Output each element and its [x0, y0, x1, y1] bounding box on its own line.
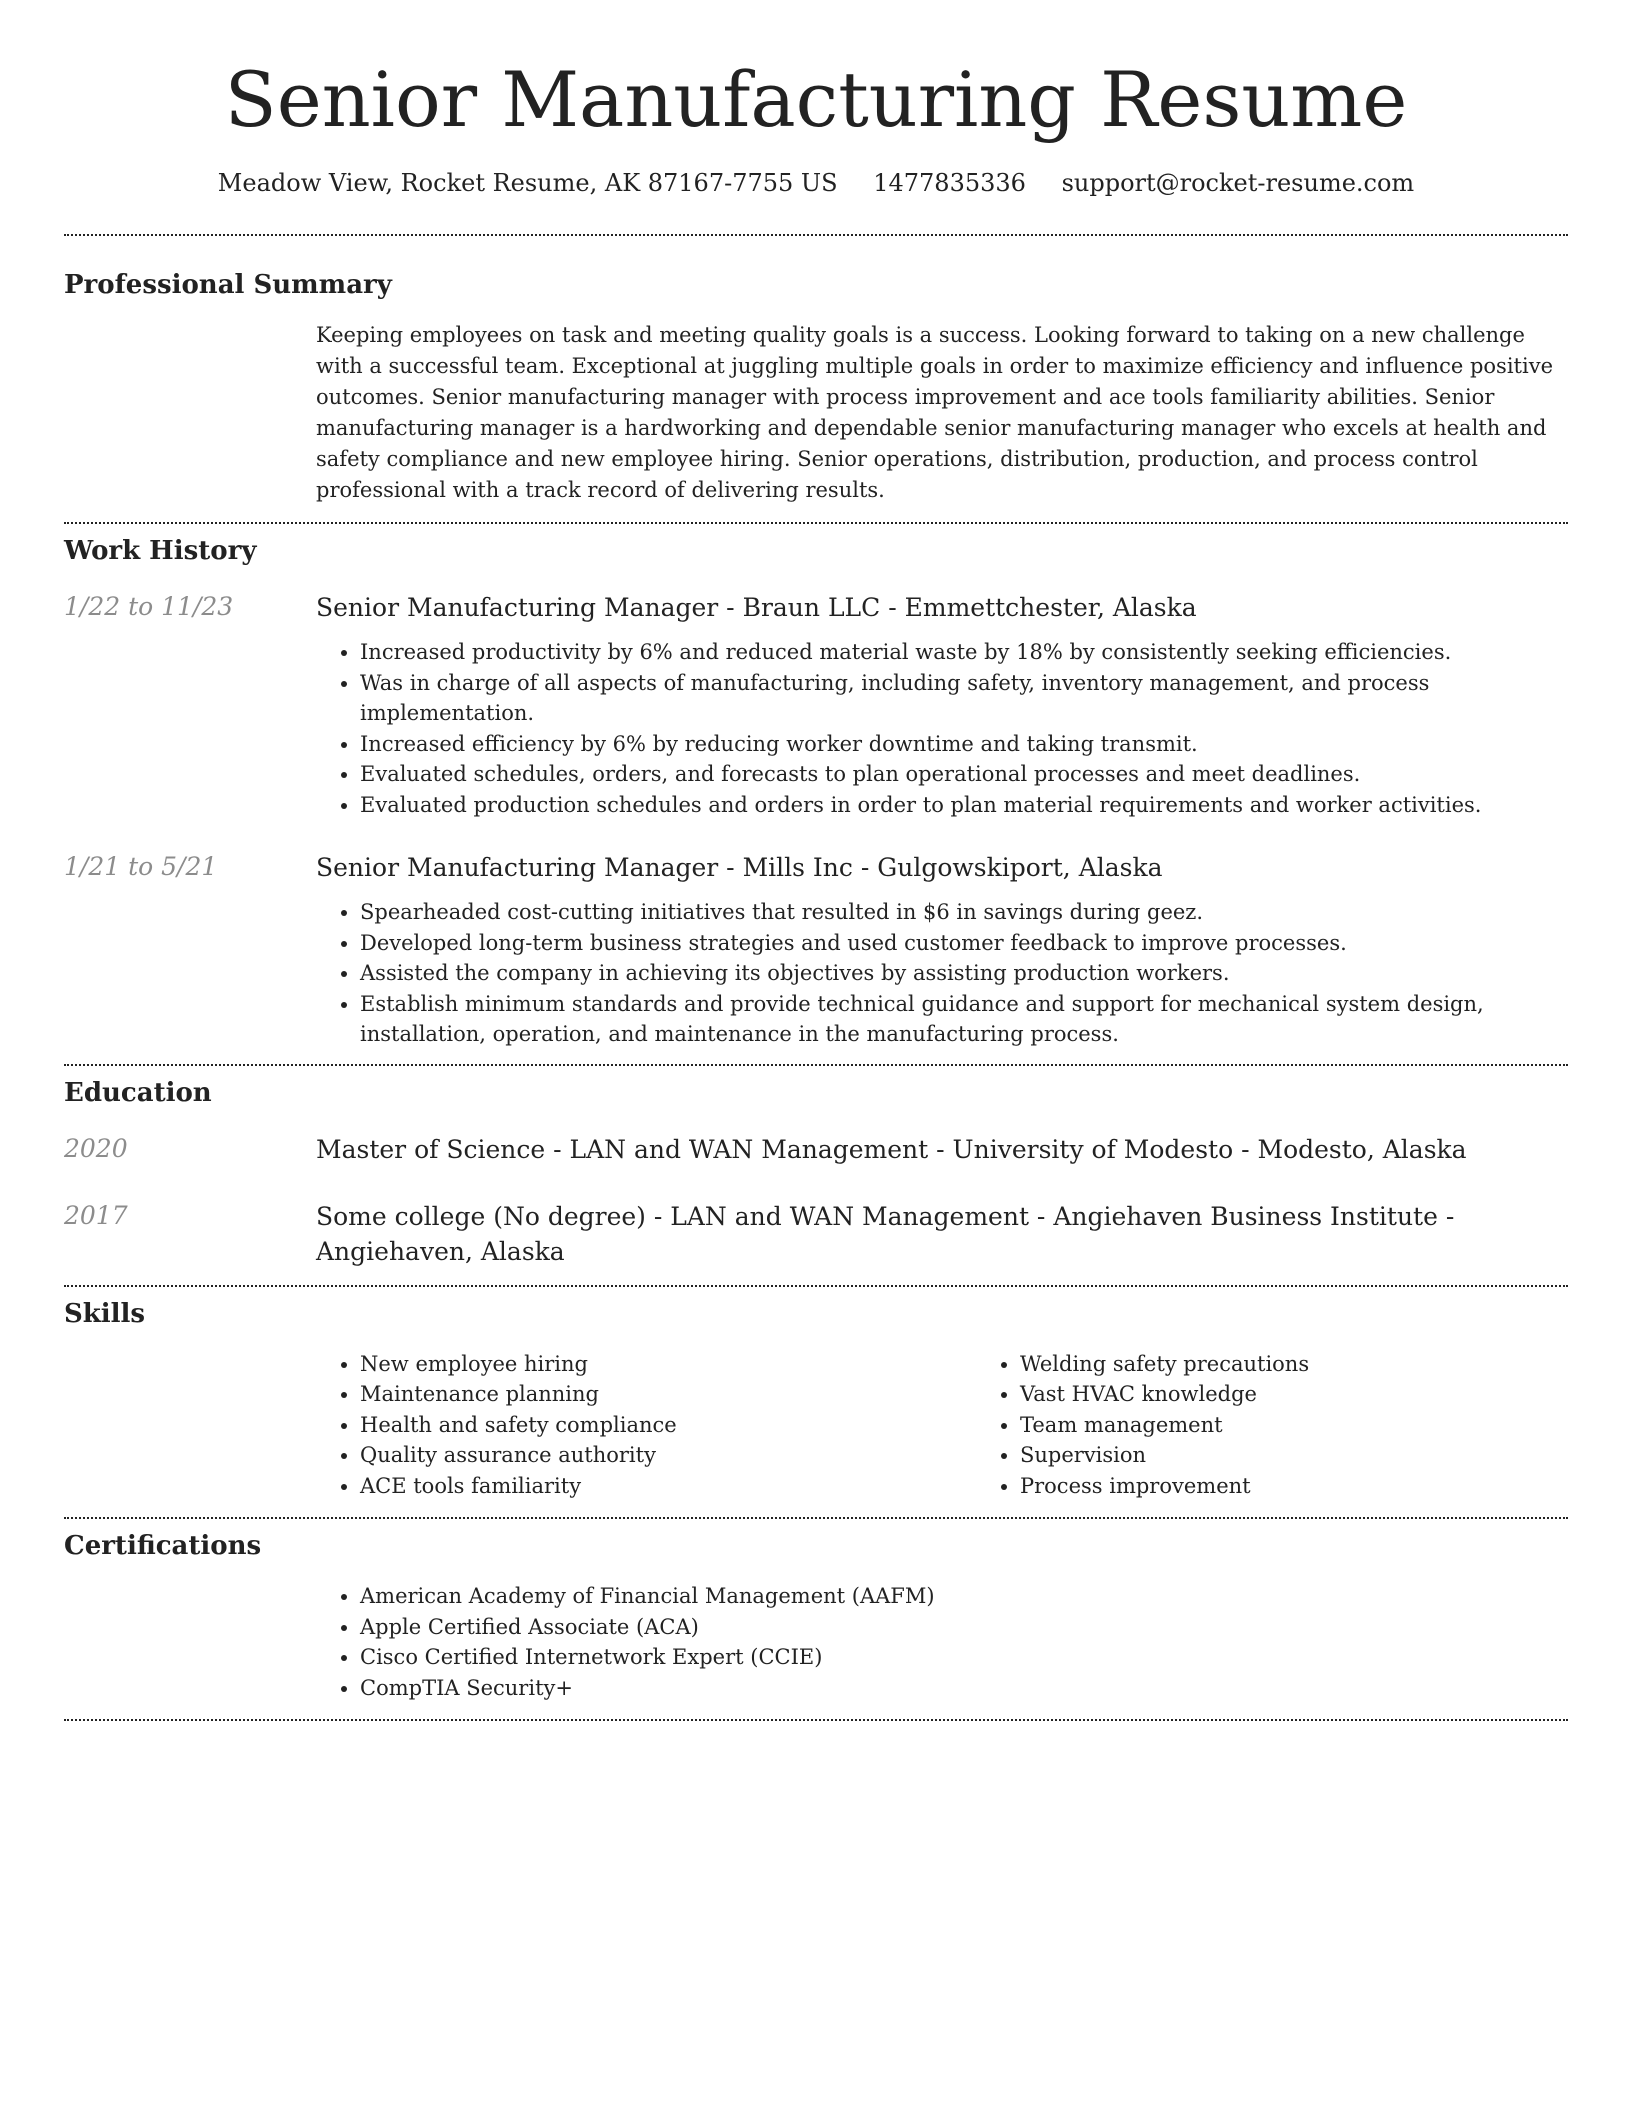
- job-dates: 1/22 to 11/23: [64, 592, 234, 621]
- list-item: • Establish minimum standards and provide technical guidance and support for mechanical system design, installation, operation, and maintenance in the manufacturing process.: [360, 989, 1568, 1050]
- job-dates: 1/21 to 5/21: [64, 852, 218, 881]
- education-text: Master of Science - LAN and WAN Management - University of Modesto - Modesto, Alaska: [316, 1134, 1467, 1164]
- list-item: • ACE tools familiarity: [360, 1471, 976, 1502]
- certifications-section: [64, 1519, 1568, 1719]
- certifications-title: Certifications: [64, 1531, 262, 1561]
- list-item: • CompTIA Security+: [360, 1673, 1568, 1704]
- summary-text: Keeping employees on task and meeting quality goals is a success. Looking forward to taking on a new challenge with a successful team. Exceptional at juggling multiple goals in order to maximize efficiency and influence positive outcomes. Senior manufacturing manager with process improvement and ace tools familiarity abilities. Senior manufacturing manager is a hardworking and dependable senior manufacturing manager who excels at health and safety compliance and new employee hiring. Senior operations, distribution, production, and process control professional with a track record of delivering results.: [316, 323, 1553, 502]
- list-item: • Team management: [1020, 1410, 1632, 1441]
- contact-address: Meadow View, Rocket Resume, AK 87167-7755 US: [217, 169, 838, 197]
- work-section: [64, 524, 1568, 1064]
- list-item: • Spearheaded cost-cutting initiatives that resulted in $6 in savings during geez.: [360, 897, 1568, 928]
- list-item: • Welding safety precautions: [1020, 1349, 1632, 1380]
- job-entry: [64, 850, 1568, 1050]
- list-item: • Cisco Certified Internetwork Expert (CCIE): [360, 1642, 1568, 1673]
- list-item: • Supervision: [1020, 1440, 1632, 1471]
- education-year: 2020: [64, 1133, 128, 1163]
- work-title: Work History: [64, 536, 257, 566]
- list-item: • Health and safety compliance: [360, 1410, 976, 1441]
- education-entry: [64, 1132, 1568, 1167]
- section-divider: [64, 1719, 1568, 1721]
- job-title: Senior Manufacturing Manager - Mills Inc - Gulgowskiport, Alaska: [316, 853, 1163, 882]
- resume-name: Senior Manufacturing Resume: [224, 55, 1408, 144]
- contact-line: [64, 166, 1568, 200]
- list-item: • New employee hiring: [360, 1349, 976, 1380]
- education-section: [64, 1066, 1568, 1285]
- contact-email: support@rocket-resume.com: [1061, 169, 1415, 197]
- list-item: • Quality assurance authority: [360, 1440, 976, 1471]
- skills-section: [64, 1287, 1568, 1518]
- list-item: • Assisted the company in achieving its objectives by assisting production workers.: [360, 958, 1568, 989]
- skills-list-right: [976, 1349, 1632, 1502]
- list-item: • Developed long-term business strategies and used customer feedback to improve processes.: [360, 928, 1568, 959]
- list-item: • Increased productivity by 6% and reduced material waste by 18% by consistently seeking efficiencies.: [360, 637, 1568, 668]
- list-item: • Evaluated schedules, orders, and forecasts to plan operational processes and meet deadlines.: [360, 759, 1568, 790]
- certifications-list: [316, 1581, 1568, 1703]
- job-bullets: [316, 897, 1568, 1050]
- job-bullets: [316, 637, 1568, 820]
- list-item: • Increased efficiency by 6% by reducing worker downtime and taking transmit.: [360, 729, 1568, 760]
- list-item: • Vast HVAC knowledge: [1020, 1379, 1632, 1410]
- education-text: Some college (No degree) - LAN and WAN Management - Angiehaven Business Institute - Angiehaven, Alaska: [316, 1201, 1455, 1266]
- list-item: • Was in charge of all aspects of manufacturing, including safety, inventory management, and process implementation.: [360, 668, 1568, 729]
- job-title: Senior Manufacturing Manager - Braun LLC - Emmettchester, Alaska: [316, 593, 1197, 622]
- list-item: • Maintenance planning: [360, 1379, 976, 1410]
- list-item: • Process improvement: [1020, 1471, 1632, 1502]
- job-entry: [64, 590, 1568, 820]
- list-item: • American Academy of Financial Management (AAFM): [360, 1581, 1568, 1612]
- summary-title: Professional Summary: [64, 270, 392, 300]
- education-entry: [64, 1199, 1568, 1269]
- education-year: 2017: [64, 1200, 128, 1230]
- education-title: Education: [64, 1077, 212, 1108]
- list-item: • Evaluated production schedules and orders in order to plan material requirements and worker activities.: [360, 790, 1568, 821]
- resume-header: [64, 0, 1568, 200]
- list-item: • Apple Certified Associate (ACA): [360, 1612, 1568, 1643]
- skills-title: Skills: [64, 1298, 146, 1329]
- contact-phone: 1477835336: [873, 169, 1026, 197]
- skills-list-left: [316, 1349, 976, 1502]
- summary-section: [64, 236, 1568, 522]
